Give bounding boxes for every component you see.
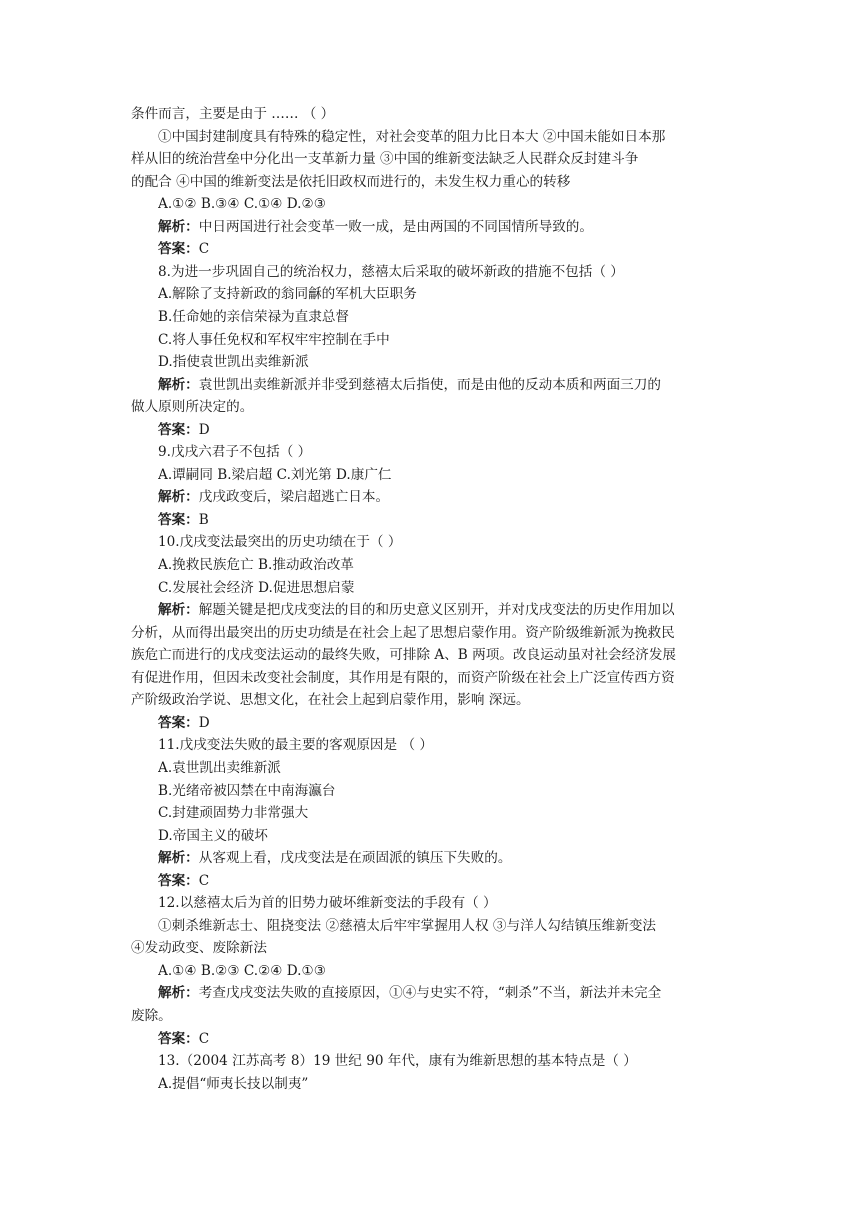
text-line: 12.以慈禧太后为首的旧势力破坏维新变法的手段有（ ）: [158, 895, 497, 912]
analysis-or-answer-line: [158, 509, 740, 532]
analysis-or-answer-line: [158, 419, 740, 442]
line-label: 答案：: [158, 872, 199, 889]
line-text: C: [198, 241, 210, 258]
line-text: 戊戌政变后，梁启超逃亡日本。: [198, 489, 390, 506]
text-line: 样从旧的统治营垒中分化出一支革新力量 ③中国的维新变法缺乏人民群众反封建斗争: [131, 151, 639, 168]
text-line: A.提倡“师夷长技以制夷”: [158, 1075, 309, 1092]
text-line: ①刺杀维新志士、阻挠变法 ②慈禧太后牢牢掌握用人权 ③与洋人勾结镇压维新变法: [158, 917, 657, 934]
analysis-or-answer-line: [158, 374, 740, 397]
line-text: B: [198, 511, 209, 528]
analysis-or-answer-line: [158, 599, 740, 622]
line-text: C: [198, 872, 210, 889]
text-line: 做人原则所决定的。: [131, 399, 254, 416]
line-label: 解析：: [158, 602, 199, 619]
text-line: 产阶级政治学说、思想文化，在社会上起到启蒙作用，影响 深远。: [131, 692, 530, 709]
line-text: D: [198, 421, 210, 438]
line-label: 答案：: [158, 714, 199, 731]
text-line: D.指使袁世凯出卖维新派: [158, 354, 309, 371]
text-line: 9.戊戌六君子不包括（ ）: [158, 444, 312, 461]
line-label: 解析：: [158, 376, 199, 393]
text-line: 10.戊戌变法最突出的历史功绩在于（ ）: [158, 534, 402, 551]
line-text: 中日两国进行社会变革一败一成，是由两国的不同国情所导致的。: [198, 218, 593, 235]
line-label: 解析：: [158, 489, 199, 506]
line-text: 袁世凯出卖维新派并非受到慈禧太后指使，而是由他的反动本质和两面三刀的: [198, 376, 661, 393]
line-label: 答案：: [158, 421, 199, 438]
text-line: A.袁世凯出卖维新派: [158, 759, 281, 776]
text-line: ①中国封建制度具有特殊的稳定性，对社会变革的阻力比日本大 ②中国未能如日本那: [158, 128, 666, 145]
text-line: 的配合 ④中国的维新变法是依托旧政权而进行的，未发生权力重心的转移: [131, 173, 571, 190]
text-line: 族危亡而进行的戊戌变法运动的最终失败，可排除 A、B 两项。改良运动虽对社会经济发展: [131, 647, 677, 664]
text-line: A.挽救民族危亡 B.推动政治改革: [158, 557, 354, 573]
line-label: 答案：: [158, 1030, 199, 1047]
line-label: 解析：: [158, 985, 199, 1002]
line-text: C: [198, 1030, 210, 1047]
text-line: C.将人事任免权和军权牢牢控制在手中: [158, 331, 390, 348]
analysis-or-answer-line: [158, 486, 740, 509]
text-line: A.①④ B.②③ C.②④ D.①③: [158, 962, 326, 979]
text-line: 条件而言，主要是由于 …… （ ）: [131, 106, 335, 122]
text-line: A.解除了支持新政的翁同龢的军机大臣职务: [158, 286, 417, 303]
analysis-or-answer-line: [158, 1028, 740, 1051]
text-line: 13.（2004 江苏高考 8）19 世纪 90 年代，康有为维新思想的基本特点是（ ）: [158, 1053, 637, 1070]
line-label: 答案：: [158, 511, 199, 528]
text-line: 8.为进一步巩固自己的统治权力，慈禧太后采取的破坏新政的措施不包括（ ）: [158, 263, 624, 280]
analysis-or-answer-line: [158, 982, 740, 1005]
line-text: 解题关键是把戊戌变法的目的和历史意义区别开，并对戊戌变法的历史作用加以: [198, 602, 675, 619]
text-line: 分析，从而得出最突出的历史功绩是在社会上起了思想启蒙作用。资产阶级维新派为挽救民: [131, 624, 675, 641]
line-label: 解析：: [158, 218, 199, 235]
line-label: 答案：: [158, 241, 199, 258]
text-line: 有促进作用，但因未改变社会制度，其作用是有限的，而资产阶级在社会上广泛宣传西方资: [131, 669, 675, 686]
text-line: C.封建顽固势力非常强大: [158, 805, 309, 822]
analysis-or-answer-line: [158, 712, 740, 735]
analysis-or-answer-line: [158, 216, 740, 239]
text-line: 废除。: [131, 1008, 172, 1024]
line-text: 考查戊戌变法失败的直接原因，①④与史实不符，“刺杀”不当，新法并未完全: [198, 985, 662, 1002]
text-line: ④发动政变、废除新法: [131, 940, 267, 957]
text-line: C.发展社会经济 D.促进思想启蒙: [158, 579, 355, 596]
text-line: B.光绪帝被囚禁在中南海瀛台: [158, 782, 336, 799]
text-line: A.①② B.③④ C.①④ D.②③: [158, 196, 326, 213]
analysis-or-answer-line: [158, 847, 740, 870]
text-line: 11.戊戌变法失败的最主要的客观原因是 （ ）: [158, 737, 433, 754]
line-label: 解析：: [158, 850, 199, 867]
text-line: B.任命她的亲信荣禄为直隶总督: [158, 308, 350, 325]
line-text: 从客观上看，戊戌变法是在顽固派的镇压下失败的。: [198, 850, 512, 867]
analysis-or-answer-line: [158, 870, 740, 893]
line-text: D: [198, 714, 210, 731]
text-line: A.谭嗣同 B.梁启超 C.刘光第 D.康广仁: [158, 466, 392, 483]
analysis-or-answer-line: [158, 238, 740, 261]
text-line: D.帝国主义的破坏: [158, 827, 268, 844]
